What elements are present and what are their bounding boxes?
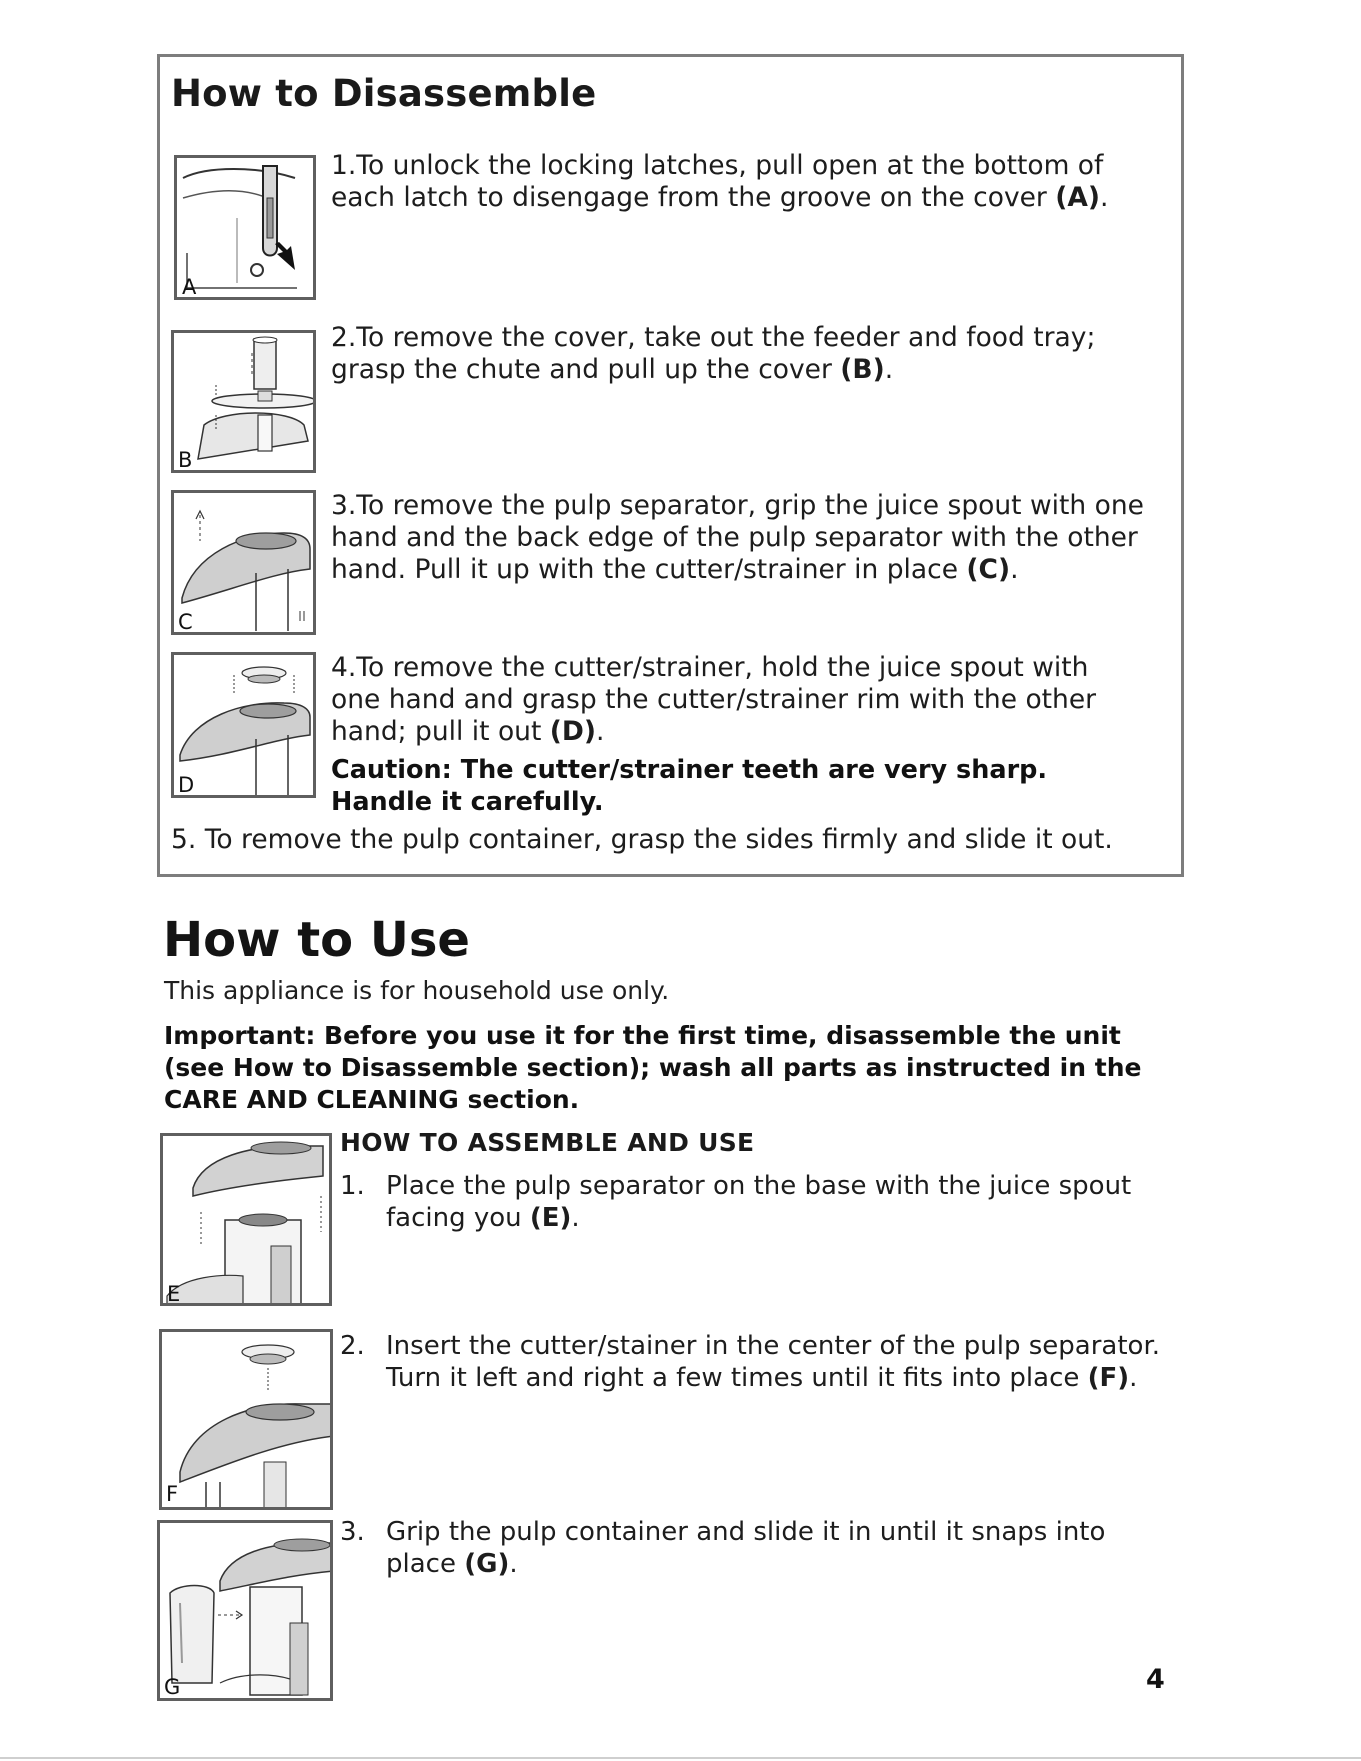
- step-number: 1.: [340, 1171, 365, 1201]
- figure-ref: (C): [966, 554, 1011, 585]
- page-number: 4: [1146, 1664, 1165, 1695]
- figure-ref: (B): [840, 354, 885, 385]
- disassemble-step-3: [331, 490, 1181, 586]
- step-end: .: [1129, 1363, 1138, 1393]
- figure-label: A: [182, 275, 197, 299]
- figure-ref: (F): [1087, 1363, 1130, 1393]
- figure-label: E: [167, 1282, 181, 1306]
- assemble-subheading: HOW TO ASSEMBLE AND USE: [340, 1128, 755, 1157]
- step-number: 4.: [331, 652, 357, 683]
- step-text: To remove the cover, take out the feeder and food tray; grasp the chute and pull up the cover: [331, 322, 1096, 385]
- use-intro: This appliance is for household use only.: [164, 976, 670, 1005]
- disassemble-step-2: [331, 322, 1161, 386]
- step-end: .: [1010, 554, 1019, 585]
- disassemble-step-4: [331, 652, 1121, 748]
- step-text: Place the pulp separator on the base with the juice spout facing you: [386, 1171, 1132, 1233]
- figure-b-cover: [171, 330, 316, 473]
- figure-ref: (E): [529, 1203, 572, 1233]
- step-end: .: [596, 716, 605, 747]
- step-text: To unlock the locking latches, pull open at the bottom of each latch to disengage from the groove on the cover: [331, 150, 1104, 213]
- disassemble-heading: How to Disassemble: [171, 72, 597, 115]
- use-heading: How to Use: [163, 912, 470, 968]
- step-end: .: [509, 1549, 518, 1579]
- use-step-2: [340, 1330, 1182, 1394]
- step-number: 3.: [331, 490, 357, 521]
- figure-label: D: [178, 773, 195, 797]
- disassemble-step-5: 5. To remove the pulp container, grasp the sides firmly and slide it out.: [171, 824, 1113, 855]
- step-number: 3.: [340, 1517, 365, 1547]
- figure-label: G: [164, 1675, 181, 1699]
- figure-c-pulp-separator: [171, 490, 316, 635]
- figure-d-cutter-strainer: [171, 652, 316, 798]
- step-text: Insert the cutter/stainer in the center of the pulp separator. Turn it left and right a few times until it fits into place: [386, 1331, 1161, 1393]
- figure-e-place-separator: [160, 1133, 332, 1306]
- step-end: .: [884, 354, 894, 385]
- figure-ref: (A): [1055, 182, 1100, 213]
- step-number: 2.: [331, 322, 357, 353]
- figure-g-pulp-container: [157, 1520, 333, 1701]
- step-number: 1.: [331, 150, 357, 181]
- figure-label: F: [166, 1482, 179, 1506]
- use-step-3: [340, 1516, 1160, 1580]
- figure-label: C: [178, 610, 193, 634]
- step-text: To remove the cutter/strainer, hold the juice spout with one hand and grasp the cutter/strainer rim with the other hand; pull it out: [331, 652, 1097, 747]
- figure-f-insert-strainer: [159, 1329, 333, 1510]
- bottom-rule: [0, 1757, 1361, 1759]
- figure-ref: (G): [464, 1549, 510, 1579]
- step-end: .: [1099, 182, 1109, 213]
- step-end: .: [571, 1203, 580, 1233]
- important-note: Important: Before you use it for the first time, disassemble the unit (see How to Disassemble section); wash all parts as instructed in the CARE AND CLEANING section.: [164, 1021, 1142, 1114]
- use-step-1: [340, 1170, 1170, 1234]
- figure-a-latch: [174, 155, 316, 300]
- disassemble-step-1: [331, 150, 1171, 214]
- step-text: Grip the pulp container and slide it in until it snaps into place: [386, 1517, 1106, 1579]
- caution-text: Caution: The cutter/strainer teeth are very sharp. Handle it carefully.: [331, 755, 1048, 817]
- figure-ref: (D): [549, 716, 597, 747]
- step-number: 2.: [340, 1331, 365, 1361]
- step-text: To remove the pulp separator, grip the juice spout with one hand and the back edge of the pulp separator with the other hand. Pull it up with the cutter/strainer in place: [331, 490, 1144, 585]
- figure-label: B: [178, 448, 193, 472]
